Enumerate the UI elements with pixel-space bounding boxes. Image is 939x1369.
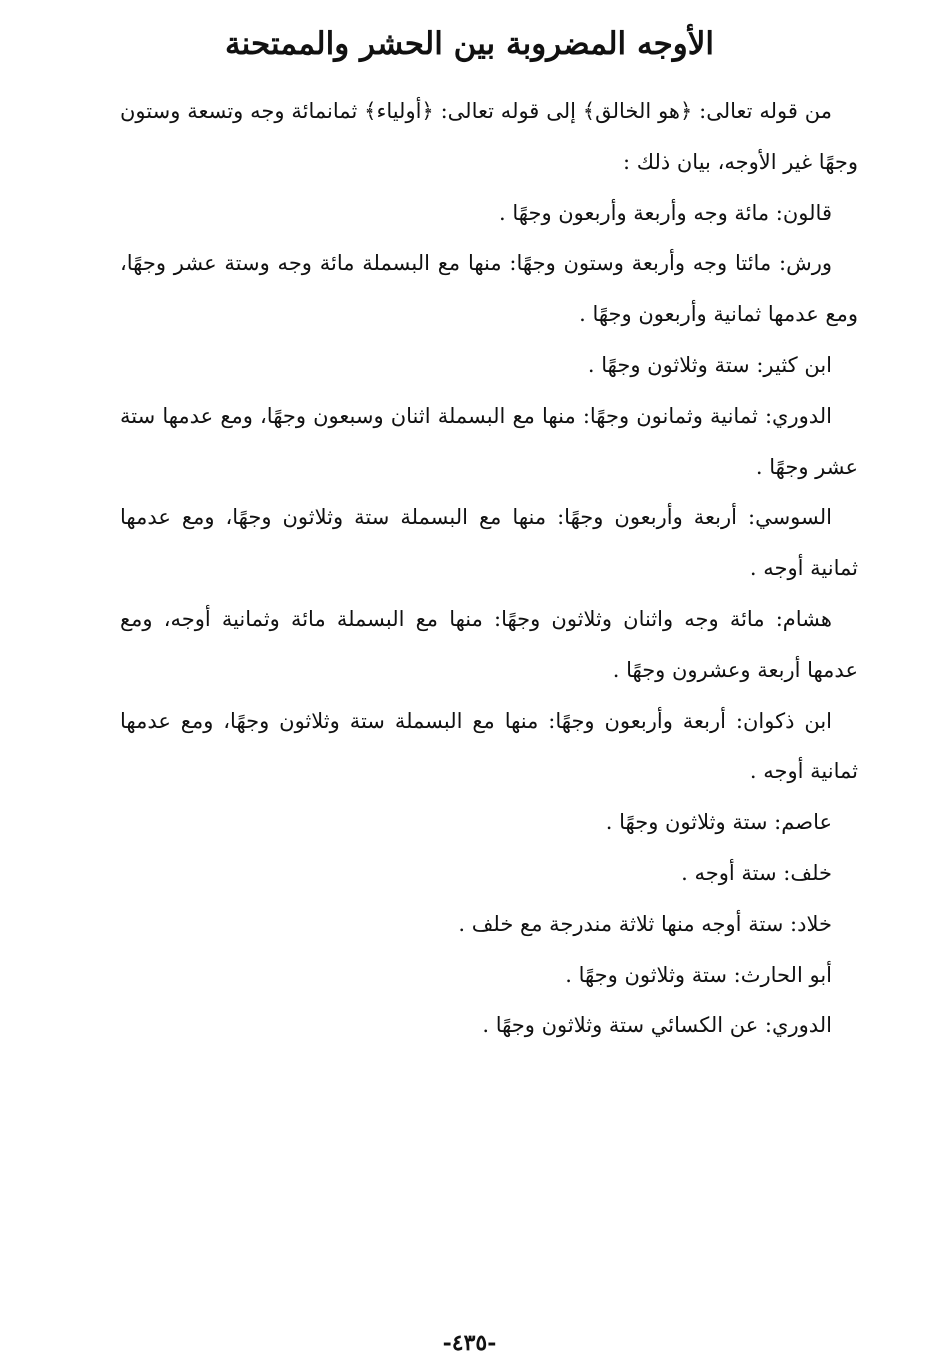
paragraph-duri: الدوري: ثمانية وثمانون وجهًا: منها مع البسملة اثنان وسبعون وجهًا، ومع عدمها ستة عشر وجهًا . [120,403,858,479]
paragraph-ibn-kathir: ابن كثير: ستة وثلاثون وجهًا . [587,352,832,377]
paragraph-qalun: قالون: مائة وجه وأربعة وأربعون وجهًا . [499,200,832,225]
body-text [120,86,858,1051]
paragraph-duri-kisai: الدوري: عن الكسائي ستة وثلاثون وجهًا . [482,1013,832,1038]
paragraph-susi: السوسي: أربعة وأربعون وجهًا: منها مع البسملة ستة وثلاثون وجهًا، ومع عدمها ثمانية أوجه . [120,505,858,581]
paragraph-khallad: خلاد: ستة أوجه منها ثلاثة مندرجة مع خلف . [458,911,832,936]
paragraph-abu-al-harith: أبو الحارث: ستة وثلاثون وجهًا . [565,962,832,987]
page-title: الأوجه المضروبة بين الحشر والممتحنة [224,26,715,62]
paragraph-ibn-dhakwan: ابن ذكوان: أربعة وأربعون وجهًا: منها مع البسملة ستة وثلاثون وجهًا، ومع عدمها ثمانية أوجه . [120,708,858,784]
paragraph-khalaf: خلف: ستة أوجه . [681,860,832,885]
paragraph-asim: عاصم: ستة وثلاثون وجهًا . [605,810,832,835]
page-number: -٤٣٥- [442,1330,497,1356]
intro-paragraph: من قوله تعالى: ﴿هو الخالق﴾ إلى قوله تعالى: ﴿أولياء﴾ ثمانمائة وجه وتسعة وستون وجهًا غير الأوجه، بيان ذلك : [120,99,858,174]
paragraph-hisham: هشام: مائة وجه واثنان وثلاثون وجهًا: منها مع البسملة مائة وثمانية أوجه، ومع عدمها أربعة وعشرون وجهًا . [120,606,858,682]
paragraph-warsh: ورش: مائتا وجه وأربعة وستون وجهًا: منها مع البسملة مائة وجه وستة عشر وجهًا، ومع عدمها ثمانية وأربعون وجهًا . [120,251,858,327]
